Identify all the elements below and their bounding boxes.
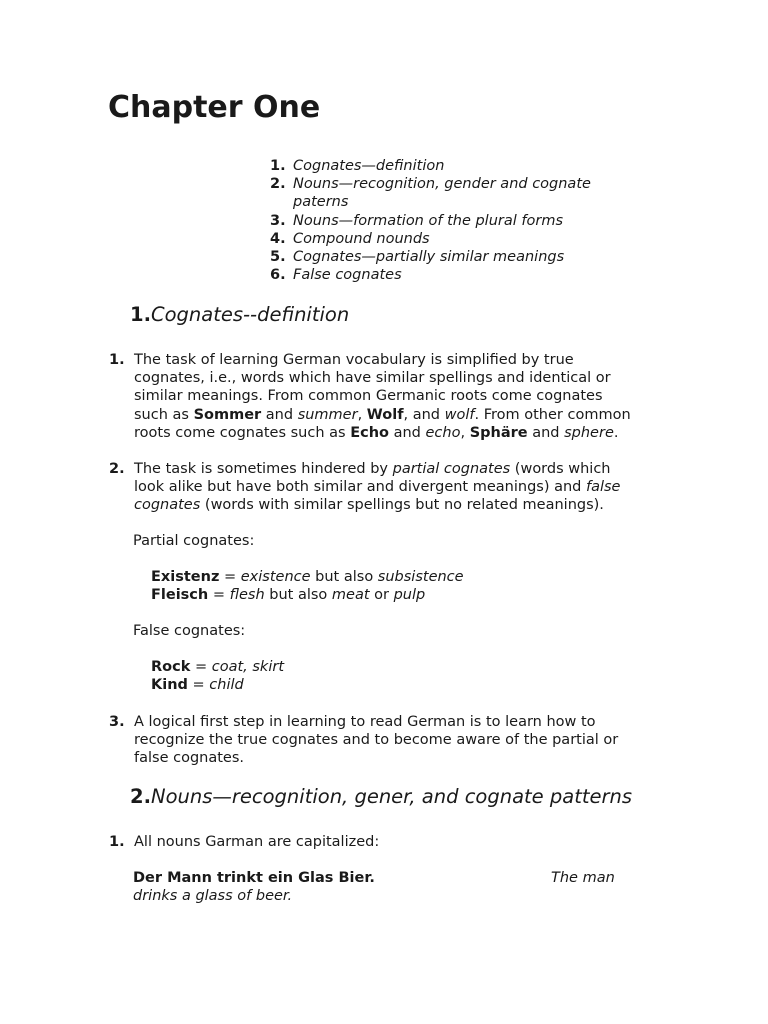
toc-item: [270, 212, 630, 230]
equals-sign: =: [219, 569, 241, 585]
item-number: 1.: [109, 352, 125, 368]
item-text: [134, 713, 669, 768]
item-text: [134, 351, 669, 442]
toc-number: 4.: [270, 230, 286, 247]
english-word: wolf: [444, 406, 475, 423]
toc-number: 3.: [270, 212, 286, 229]
false-cognates-label: False cognates:: [133, 623, 246, 639]
english-word: pulp: [393, 587, 426, 604]
text-line: [134, 478, 669, 496]
text-line: similar meanings. From common Germanic roots come cognates: [134, 388, 603, 405]
german-word: Rock: [151, 659, 191, 675]
text-run: .: [613, 424, 619, 441]
english-word: existence: [240, 569, 311, 585]
toc-number: 1.: [270, 158, 286, 174]
toc-number: 2.: [270, 176, 286, 193]
term-cognates: cognates: [134, 497, 201, 514]
english-word: flesh: [229, 587, 265, 604]
item-number: 1.: [109, 834, 125, 850]
text-run: such as: [134, 406, 194, 423]
toc-item: [270, 266, 630, 284]
text-line: recognize the true cognates and to become aware of the partial or: [134, 732, 619, 749]
toc-item: [270, 248, 630, 266]
equals-sign: =: [187, 677, 210, 694]
section-number: 2.: [130, 785, 151, 808]
text-line: [134, 424, 669, 442]
german-word: Wolf: [366, 406, 404, 423]
german-word: Sommer: [193, 406, 262, 423]
text-line: cognates, i.e., words which have similar spellings and identical or: [134, 370, 611, 387]
english-word: coat, skirt: [211, 659, 285, 675]
toc-text: [293, 175, 591, 211]
section-heading-cognates: [130, 302, 349, 328]
german-word: Fleisch: [151, 587, 209, 604]
section-title: Cognates--definition: [150, 303, 350, 326]
section-number: 1.: [130, 303, 151, 326]
text-run: (words with similar spellings but no related meanings).: [200, 497, 604, 514]
section-heading-nouns: [130, 784, 632, 810]
text-run: ,: [357, 406, 367, 423]
toc-text-line: Nouns—recognition, gender and cognate: [293, 176, 591, 193]
toc-text: Compound nounds: [293, 230, 430, 247]
text-run: look alike but have both similar and divergent meanings) and: [134, 479, 586, 496]
equals-sign: =: [190, 659, 212, 675]
text-line: [134, 406, 669, 424]
german-word: Kind: [151, 677, 188, 694]
toc-item: [270, 175, 630, 211]
text-run: and: [261, 406, 298, 423]
english-word: summer: [297, 406, 358, 423]
text-run: ,: [460, 424, 470, 441]
text-run: but also: [310, 569, 378, 585]
german-word: Sphäre: [469, 424, 528, 441]
text-run: and: [527, 424, 565, 441]
text-run: or: [369, 587, 394, 604]
example-line: [151, 568, 464, 586]
example-line: [151, 586, 464, 604]
text-run: . From other common: [474, 406, 631, 423]
term-false: false: [585, 479, 621, 496]
german-word: Existenz: [151, 569, 220, 585]
text-run: (words which: [510, 461, 611, 477]
toc-item: [270, 157, 630, 175]
text-line: A logical first step in learning to read German is to learn how to: [134, 714, 596, 730]
text-line: [134, 460, 669, 478]
example-list-partial: [151, 568, 464, 604]
section-title: Nouns—recognition, gener, and cognate patterns: [150, 785, 633, 808]
section1-item2: [109, 460, 669, 515]
section1-item3: [109, 713, 669, 768]
toc-text: Nouns—formation of the plural forms: [293, 212, 563, 229]
text-run: The task is sometimes hindered by: [134, 461, 393, 477]
english-word: echo: [425, 424, 461, 441]
example-line: [151, 676, 284, 694]
german-example-sentence: Der Mann trinkt ein Glas Bier.: [133, 870, 375, 886]
item-text: All nouns Garman are capitalized:: [134, 834, 380, 850]
english-word: child: [209, 677, 244, 694]
example-list-false: [151, 658, 284, 694]
term-partial-cognates: partial cognates: [392, 461, 511, 477]
toc-text-continuation: paterns: [293, 194, 349, 211]
toc-item: [270, 230, 630, 248]
german-word: Echo: [350, 424, 389, 441]
text-line: false cognates.: [134, 750, 244, 767]
text-run: but also: [264, 587, 332, 604]
item-number: 3.: [109, 714, 125, 730]
english-word: meat: [331, 587, 370, 604]
example-line: [151, 658, 284, 676]
english-word: sphere: [564, 424, 614, 441]
text-run: , and: [403, 406, 445, 423]
text-line: [134, 496, 669, 514]
section1-item1: [109, 351, 669, 442]
section2-item1: [109, 833, 669, 851]
item-number: 2.: [109, 461, 125, 477]
english-translation-start: The man: [551, 870, 615, 886]
page-title: Chapter One: [108, 90, 321, 125]
toc-text: Cognates—definition: [293, 158, 445, 174]
text-run: roots come cognates such as: [134, 424, 351, 441]
toc-number: 5.: [270, 249, 286, 266]
toc-text: False cognates: [293, 267, 402, 284]
equals-sign: =: [208, 587, 230, 604]
english-translation-end: drinks a glass of beer.: [133, 888, 293, 904]
item-text: [134, 460, 669, 515]
text-line: The task of learning German vocabulary is simplified by true: [134, 352, 574, 368]
text-run: and: [389, 424, 426, 441]
table-of-contents: [270, 157, 630, 284]
english-word: subsistence: [377, 569, 464, 585]
partial-cognates-label: Partial cognates:: [133, 533, 255, 549]
toc-text: Cognates—partially similar meanings: [293, 249, 565, 266]
toc-number: 6.: [270, 267, 286, 284]
